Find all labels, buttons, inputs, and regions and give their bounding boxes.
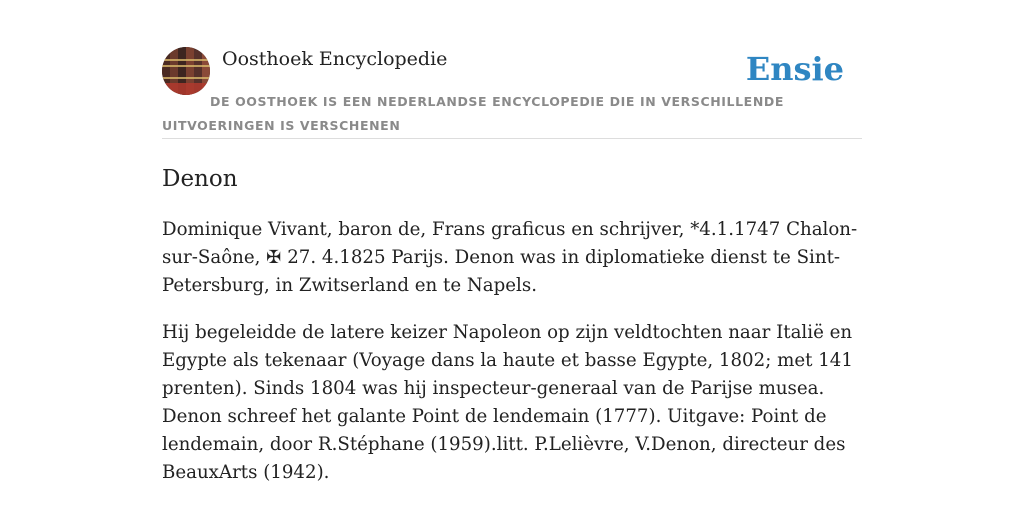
site-header (162, 0, 862, 139)
article-paragraph-2: Hij begeleidde de latere keizer Napoleon op zijn veldtochten naar Italië en Egypte als tekenaar (Voyage dans la haute et basse Egypte, 1802; met 141 prenten). Sinds 1804 was hij inspecteur-generaal van de Parijse musea. Denon schreef het galante Point de lendemain (1777). Uitgave: Point de lendemain, door R.Stéphane (1959).litt. P.Lelièvre, V.Denon, directeur des BeauxArts (1942). (162, 322, 853, 483)
site-title[interactable]: Oosthoek Encyclopedie (222, 48, 448, 70)
site-tagline: DE OOSTHOEK IS EEN NEDERLANDSE ENCYCLOPEDIE DIE IN VERSCHILLENDE UITVOERINGEN IS VERSCHENEN (162, 94, 784, 133)
brand-logo[interactable]: Ensie (745, 50, 844, 88)
encyclopedia-books-logo-icon[interactable] (162, 47, 210, 95)
page (162, 0, 862, 483)
article-title: Denon (162, 166, 238, 192)
article-paragraph-1: Dominique Vivant, baron de, Frans graficus en schrijver, *4.1.1747 Chalon-sur-Saône, ✠ 27. 4.1825 Parijs. Denon was in diplomatieke dienst te Sint-Petersburg, in Zwitserland en te Napels. (162, 219, 858, 296)
article-body (162, 216, 862, 506)
